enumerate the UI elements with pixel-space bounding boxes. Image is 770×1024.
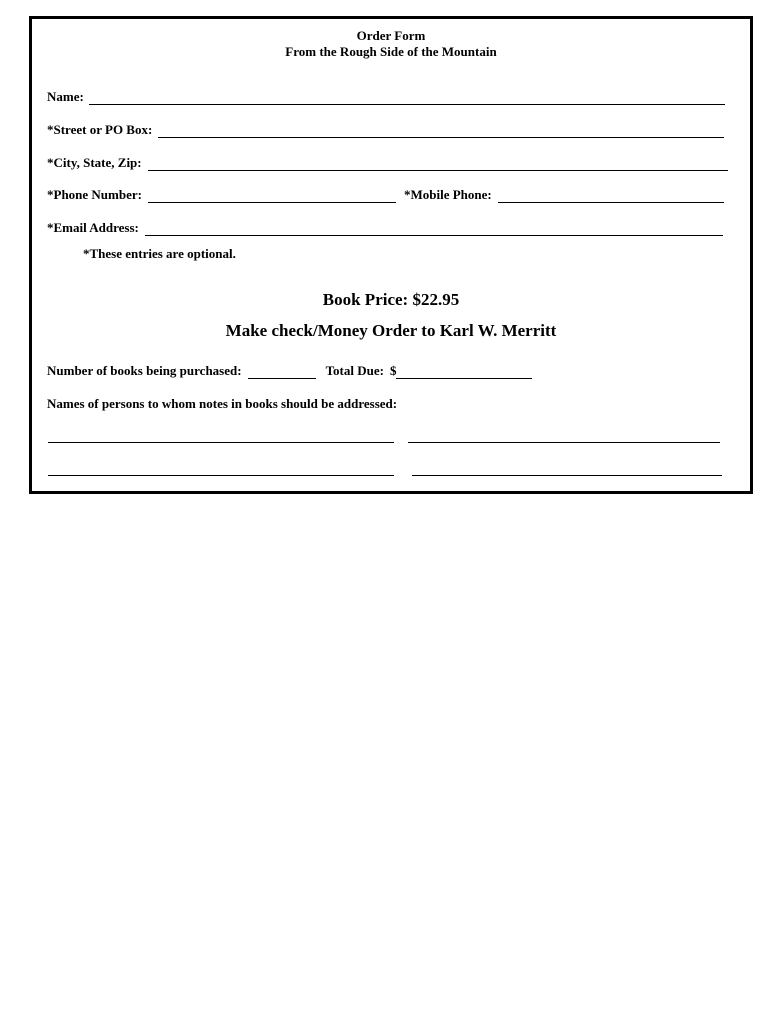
order-form — [29, 16, 753, 494]
mobile-field[interactable] — [498, 190, 724, 203]
mobile-label: *Mobile Phone: — [403, 187, 492, 202]
recipient-name-line-1[interactable] — [48, 442, 394, 443]
recipient-name-line-4[interactable] — [412, 475, 722, 476]
phone-field[interactable] — [148, 190, 396, 203]
email-field[interactable] — [145, 223, 723, 236]
name-field[interactable] — [89, 92, 725, 105]
payable-to: Make check/Money Order to Karl W. Merritt — [225, 321, 557, 340]
total-due-label: Total Due: — [325, 363, 384, 378]
book-price: Book Price: $22.95 — [322, 290, 460, 309]
city-label: *City, State, Zip: — [47, 155, 142, 170]
name-label: Name: — [47, 89, 84, 104]
total-due-field[interactable] — [396, 366, 532, 379]
recipient-name-line-3[interactable] — [48, 475, 394, 476]
phone-label: *Phone Number: — [47, 187, 142, 202]
email-label: *Email Address: — [47, 220, 139, 235]
optional-note: *These entries are optional. — [83, 246, 236, 261]
street-row — [47, 122, 724, 138]
recipient-name-line-2[interactable] — [408, 442, 720, 443]
purchase-row — [47, 363, 532, 379]
books-count-field[interactable] — [248, 366, 316, 379]
street-field[interactable] — [158, 125, 724, 138]
name-row — [47, 89, 725, 105]
city-row — [47, 155, 728, 171]
email-row — [47, 220, 723, 236]
form-title: Order Form — [356, 28, 426, 43]
street-label: *Street or PO Box: — [47, 122, 153, 137]
books-count-label: Number of books being purchased: — [47, 363, 242, 378]
currency-symbol: $ — [389, 363, 397, 378]
phone-row — [47, 187, 724, 203]
city-field[interactable] — [148, 158, 728, 171]
form-subtitle: From the Rough Side of the Mountain — [285, 44, 497, 59]
recipient-names-label: Names of persons to whom notes in books should be addressed: — [47, 396, 398, 411]
